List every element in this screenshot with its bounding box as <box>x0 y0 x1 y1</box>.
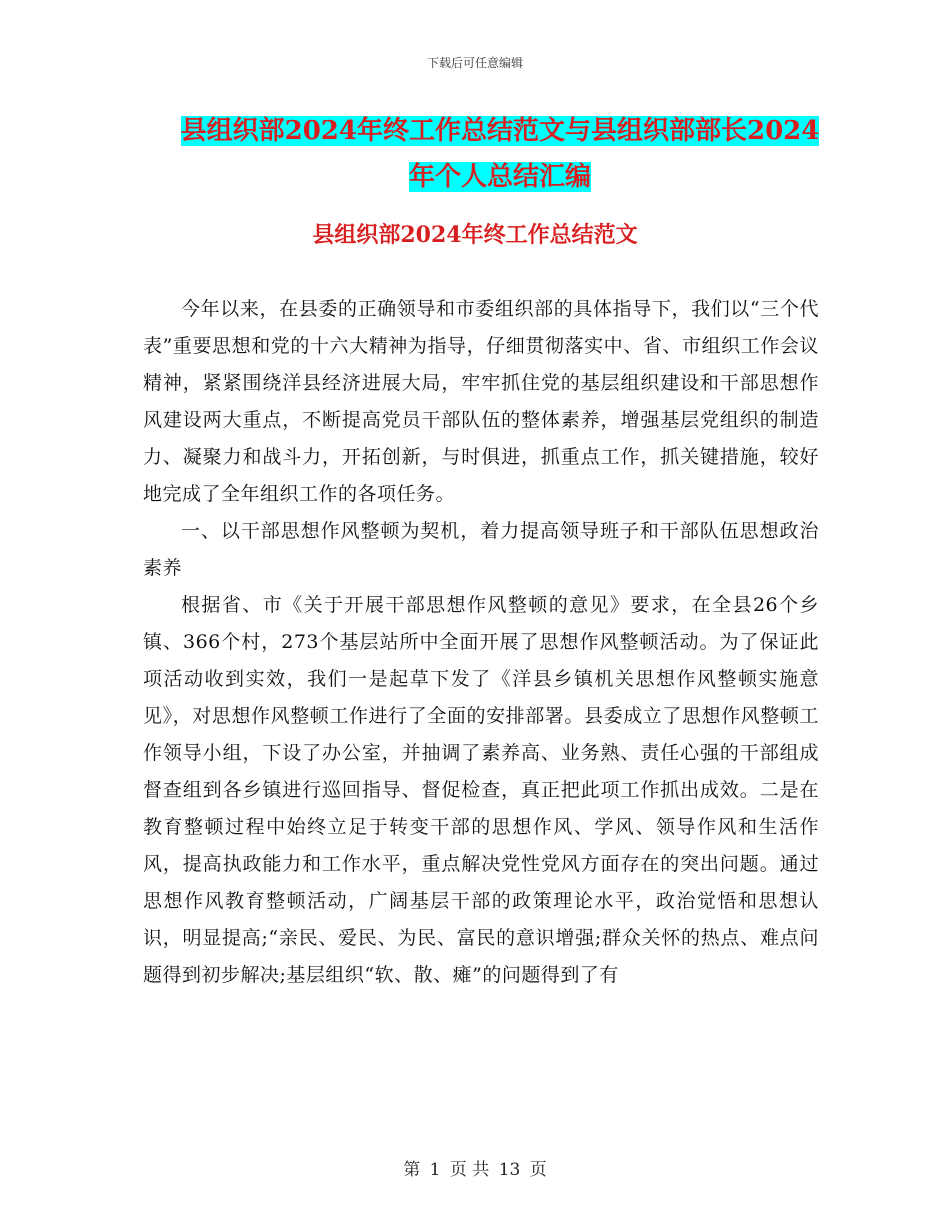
paragraph-intro: 今年以来，在县委的正确领导和市委组织部的具体指导下，我们以“三个代表”重要思想和党的十六大精神为指导，仔细贯彻落实中、省、市组织工作会议精神，紧紧围绕洋县经济进展大局，牢牢抓住党的基层组织建设和干部思想作风建设两大重点，不断提高党员干部队伍的整体素养，增强基层党组织的制造力、凝聚力和战斗力，开拓创新，与时俱进，抓重点工作，抓关键措施，较好地完成了全年组织工作的各项任务。 <box>143 298 819 505</box>
document-title-line-2: 年个人总结汇编 <box>408 162 591 192</box>
section-title: 县组织部2024年终工作总结范文 <box>312 222 638 248</box>
footer-current-page: 1 <box>429 1160 441 1180</box>
document-body <box>143 291 819 994</box>
footer-label-unit: 页 <box>529 1160 547 1180</box>
footer-label-page: 第 <box>403 1160 421 1180</box>
document-title-line-1: 县组织部2024年终工作总结范文与县组织部部长2024 <box>180 116 820 146</box>
paragraph-section-1-body: 根据省、市《关于开展干部思想作风整顿的意见》要求，在全县26个乡镇、366个村，273个基层站所中全面开展了思想作风整顿活动。为了保证此项活动收到实效，我们一是起草下发了《洋县乡镇机关思想作风整顿实施意见》，对思想作风整顿工作进行了全面的安排部署。县委成立了思想作风整顿工作领导小组，下设了办公室，并抽调了素养高、业务熟、责任心强的干部组成督查组到各乡镇进行巡回指导、督促检查，真正把此项工作抓出成效。二是在教育整顿过程中始终立足于转变干部的思想作风、学风、领导作风和生活作风，提高执政能力和工作水平，重点解决党性党风方面存在的突出问题。通过思想作风教育整顿活动，广阔基层干部的政策理论水平，政治觉悟和思想认识，明显提高;“亲民、爱民、为民、富民的意识增强;群众关怀的热点、难点问题得到初步解决;基层组织“软、散、瘫”的问题得到了有 <box>143 594 819 986</box>
footer-total-pages: 13 <box>498 1160 521 1180</box>
paragraph-heading-1: 一、以干部思想作风整顿为契机，着力提高领导班子和干部队伍思想政治素养 <box>143 520 819 579</box>
document-title <box>150 108 850 200</box>
footer-label-of: 页 共 <box>449 1160 490 1180</box>
page-footer <box>0 1155 950 1180</box>
header-note: 下载后可任意编辑 <box>426 56 523 70</box>
